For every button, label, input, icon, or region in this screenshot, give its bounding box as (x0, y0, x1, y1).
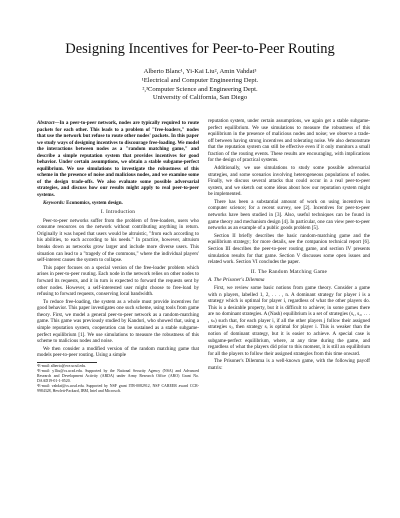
footnote-3: ³E-mail: vahdat@cs.ucsd.edu. Supported by NSF grant ITR-0082912, NSF CAREER award CCR-9984328, Hewlett-Packard, IBM, Intel and Microsoft. (37, 383, 199, 393)
keywords (37, 200, 199, 207)
abstract-text: In a peer-to-peer network, nodes are typically required to route packets for each other. This leads to a problem of "free-loaders," nodes that use the network but refuse to route other nodes' packets. In this paper we study ways of designing incentives to discourage free-loading. We model the interactions between nodes as a "random matching game," and describe a simple reputation system that provides incentives for good behavior. Under certain assumptions, we obtain a stable subgame-perfect equilibrium. We use simulations to investigate the robustness of this scheme in the presence of noise and malicious nodes, and we examine some of the design trade-offs. We also evaluate some possible adversarial strategies, and discuss how our results might apply to real peer-to-peer systems. (37, 120, 199, 199)
intro-paragraph: Additionally, we use simulations to study some possible adversarial strategies, and some scenarios involving heterogeneous populations of nodes. Finally, we discuss several attacks that could occur in a real peer-to-peer system, and we sketch out some ideas about how our reputation system might be implemented. (208, 165, 370, 198)
keywords-text: Economics, system design. (66, 199, 123, 206)
intro-paragraph: We then consider a modified version of the random matching game that models peer-to-peer routing. Using a simple (37, 345, 199, 359)
subsection-heading-prisoners-dilemma: A. The Prisoner's Dilemma (208, 277, 265, 284)
intro-paragraph: There has been a substantial amount of work on using incentives in computer science; for a recent survey, see [2]. Incentives for peer-to-peer networks have been studied in [3]. Also, useful techniques can be found in game theory and mechanism design [4]. In particular, one can view peer-to-peer networks as an example of a public goods problem [5]. (208, 198, 370, 232)
game-theory-paragraph: The Prisoner's Dilemma is a well-known game, with the following payoff matrix: (208, 358, 370, 371)
keywords-label: Keywords: (43, 199, 65, 206)
left-column (37, 120, 199, 394)
intro-paragraph-continued: reputation system, under certain assumptions, we again get a stable subgame-perfect equilibrium. We use simulations to measure the robustness of this equilibrium in the presence of malicious nodes and noise; we observe a trade-off between having strong incentives and tolerating noise. We also demonstrate that the reputation system can still be effective even if it only monitors a small fraction of the routing events. These results are encouraging, with implications for the design of practical systems. (208, 118, 370, 164)
abstract (37, 120, 199, 199)
intro-paragraph: Peer-to-peer networks suffer from the problem of free-loaders, users who consume resources on the network without contributing anything in return. Originally it was hoped that users would be altruistic, "from each according to his abilities, to each according to his needs." In practice, however, altruism breaks down as networks grow larger and include more diverse users. This situation can lead to a "tragedy of the commons," where the individual players' self-interest causes the system to collapse. (37, 217, 199, 264)
affiliation-1: ¹Electrical and Computer Engineering Dept. (141, 77, 259, 84)
abstract-label: Abstract— (37, 120, 60, 126)
intro-paragraph: This paper focuses on a special version of the free-loader problem which arises in peer-to-peer routing. Each node in the network relies on other nodes to forward its requests, and it in turn is expected to forward the requests sent by other nodes. However, a self-interested user might choose to free-load by refusing to forward requests, conserving local bandwidth. (37, 264, 199, 298)
paper-title: Designing Incentives for Peer-to-Peer Routing (65, 41, 335, 57)
author-list: Alberto Blanc¹, Yi-Kai Liu², Amin Vahdat³ (143, 68, 257, 75)
section-heading-introduction: I. Introduction (100, 209, 136, 216)
section-heading-random-matching-game: II. The Random Matching Game (250, 268, 328, 275)
intro-paragraph: To reduce free-loading, the system as a whole must provide incentives for good behavior. This paper investigates one such scheme, using tools from game theory. First, we model a general peer-to-peer network as a random-matching game. This game was previously studied by Kandori, who showed that, using a simple reputation system, cooperation can be sustained as a stable subgame-perfect equilibrium [1]. We use simulations to measure the robustness of this scheme to malicious nodes and noise. (37, 298, 199, 345)
affiliation-3: University of California, San Diego (152, 94, 248, 102)
footnote-1: ¹E-mail: alberto@ece.ucsd.edu. (37, 363, 87, 368)
right-column (208, 118, 370, 373)
footnote-2: ²E-mail: y1liu@cs.ucsd.edu. Supported by the National Security Agency (NSA) and Advanced Research and Development Activity (ARDA) under Army Research Office (ARO) Grant No. DAAD19-01-1-0520. (37, 368, 199, 383)
game-theory-paragraph: First, we review some basic notions from game theory. Consider a game with n players, labelled 1, 2, . . . , n. A dominant strategy for player i is a strategy which is optimal for player i, regardless of what the other players do. This is a desirable property, but it is difficult to achieve; in some games there are no dominant strategies. A (Nash) equilibrium is a set of strategies (s₁, s₂, . . . , sₙ) such that, for each player i, if all the other players j follow their assigned strategies sⱼ, then strategy sᵢ is optimal for player i. This is weaker than the notion of dominant strategy, but it is easier to achieve. A special case is subgame-perfect equilibrium, where, at any time during the game, and regardless of what the players did prior to this moment, it is still an equilibrium for all the players to follow their assigned strategies from this time onward. (208, 285, 370, 357)
affiliation-2: ²,³Computer Science and Engineering Dept. (142, 85, 258, 93)
intro-paragraph: Section II briefly describes the basic random-matching game and the equilibrium strategy; for more details, see the companion technical report [6]. Section III describes the peer-to-peer routing game, and section IV presents simulation results for that game. Section V discusses some open issues and related work. Section VI concludes the paper. (208, 232, 370, 266)
